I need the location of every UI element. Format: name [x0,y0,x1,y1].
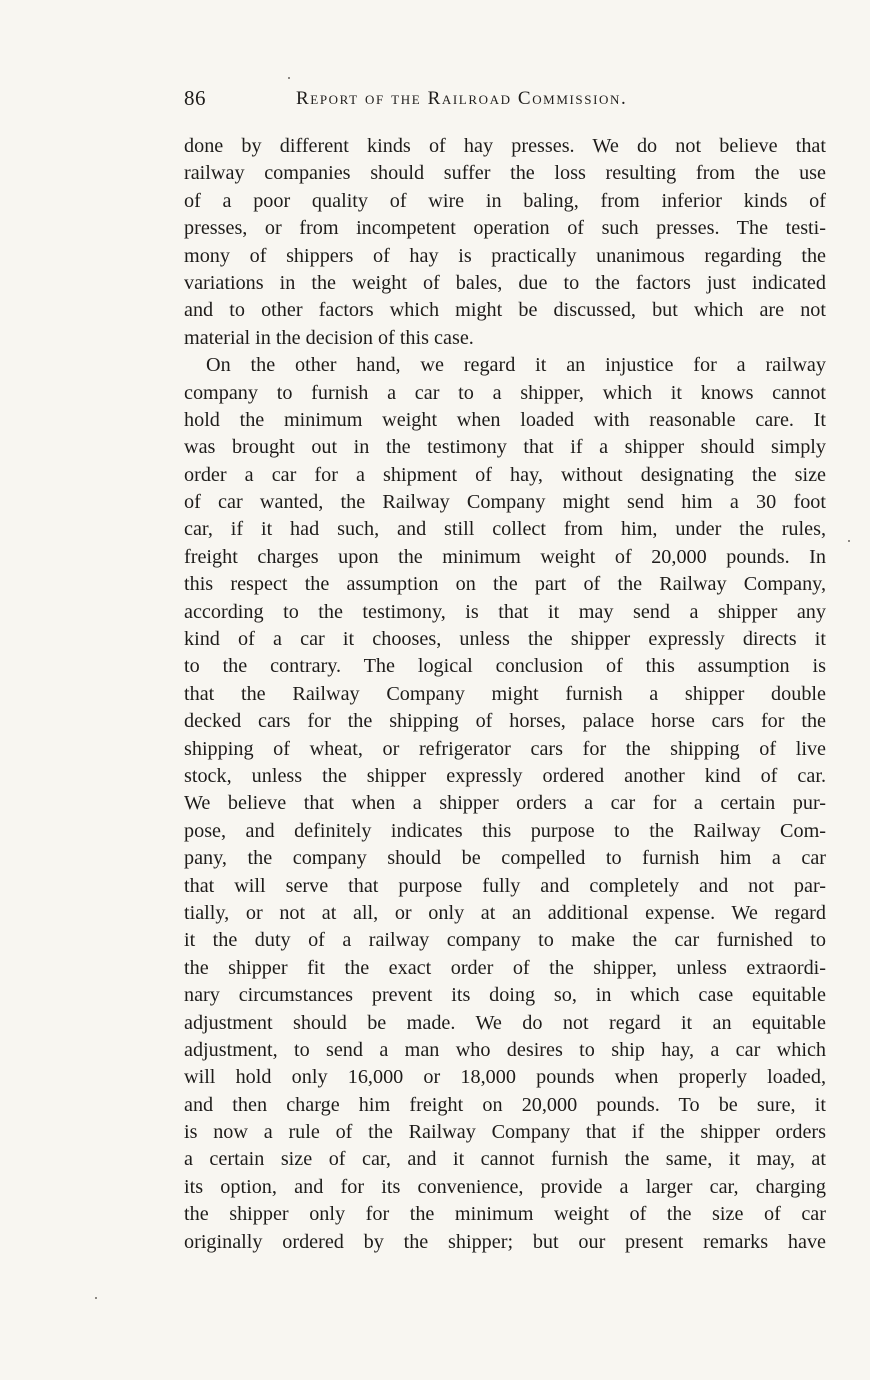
text-line: nary circumstances prevent its doing so, in which case equitable [184,984,826,1007]
text-line: it the duty of a railway company to make the car furnished to [184,929,826,952]
text-line: that the Railway Company might furnish a shipper double [184,682,826,705]
text-line: pose, and definitely indicates this purpose to the Railway Com- [184,819,826,842]
text-line: company to furnish a car to a shipper, which it knows cannot [184,381,826,404]
text-line: this respect the assumption on the part of the Railway Company, [184,573,826,596]
running-head [184,86,824,118]
text-line: We believe that when a shipper orders a car for a certain pur- [184,792,826,815]
text-line: mony of shippers of hay is practically unanimous regarding the [184,244,826,267]
text-line: to the contrary. The logical conclusion of this assumption is [184,655,826,678]
body-text [184,133,826,1256]
text-line: hold the minimum weight when loaded with reasonable care. It [184,408,826,431]
text-line: was brought out in the testimony that if a shipper should simply [184,436,826,459]
paragraph-1 [184,133,826,352]
text-line: On the other hand, we regard it an injustice for a railway [206,354,826,377]
text-line: a certain size of car, and it cannot furnish the same, it may, at [184,1148,826,1171]
text-line: shipping of wheat, or refrigerator cars for the shipping of live [184,737,826,760]
text-line: tially, or not at all, or only at an additional expense. We regard [184,901,826,924]
text-line: and then charge him freight on 20,000 pounds. To be sure, it [184,1093,826,1116]
text-line: the shipper only for the minimum weight of the size of car [184,1203,826,1226]
text-line: order a car for a shipment of hay, without designating the size [184,463,826,486]
text-line: of a poor quality of wire in baling, from inferior kinds of [184,189,826,212]
text-line: car, if it had such, and still collect from him, under the rules, [184,518,826,541]
text-line: presses, or from incompetent operation of such presses. The testi- [184,217,826,240]
text-line: stock, unless the shipper expressly ordered another kind of car. [184,764,826,787]
text-line: variations in the weight of bales, due to the factors just indicated [184,271,826,294]
text-line: adjustment should be made. We do not regard it an equitable [184,1011,826,1034]
text-line: decked cars for the shipping of horses, palace horse cars for the [184,710,826,733]
text-line: originally ordered by the shipper; but our present remarks have [184,1230,826,1253]
text-line: according to the testimony, is that it may send a shipper any [184,600,826,623]
text-line: railway companies should suffer the loss resulting from the use [184,162,826,185]
text-line: adjustment, to send a man who desires to ship hay, a car which [184,1038,826,1061]
text-line: material in the decision of this case. [184,326,474,349]
text-line: that will serve that purpose fully and completely and not par- [184,874,826,897]
text-line: pany, the company should be compelled to furnish him a car [184,847,826,870]
page-number: 86 [184,86,206,110]
scan-speck [288,77,290,79]
running-title: Report of the Railroad Commission. [296,88,628,109]
text-line: the shipper fit the exact order of the shipper, unless extraordi- [184,956,826,979]
text-line: is now a rule of the Railway Company that if the shipper orders [184,1121,826,1144]
text-line: kind of a car it chooses, unless the shipper expressly directs it [184,628,826,651]
text-line: its option, and for its convenience, provide a larger car, charging [184,1175,826,1198]
text-line: freight charges upon the minimum weight of 20,000 pounds. In [184,545,826,568]
paragraph-2 [184,352,826,1256]
scan-speck [95,1297,97,1299]
scan-speck [848,540,850,542]
text-line: done by different kinds of hay presses. We do not believe that [184,135,826,157]
text-line: will hold only 16,000 or 18,000 pounds when properly loaded, [184,1066,826,1089]
text-line: and to other factors which might be discussed, but which are not [184,299,826,322]
text-line: of car wanted, the Railway Company might send him a 30 foot [184,491,826,514]
